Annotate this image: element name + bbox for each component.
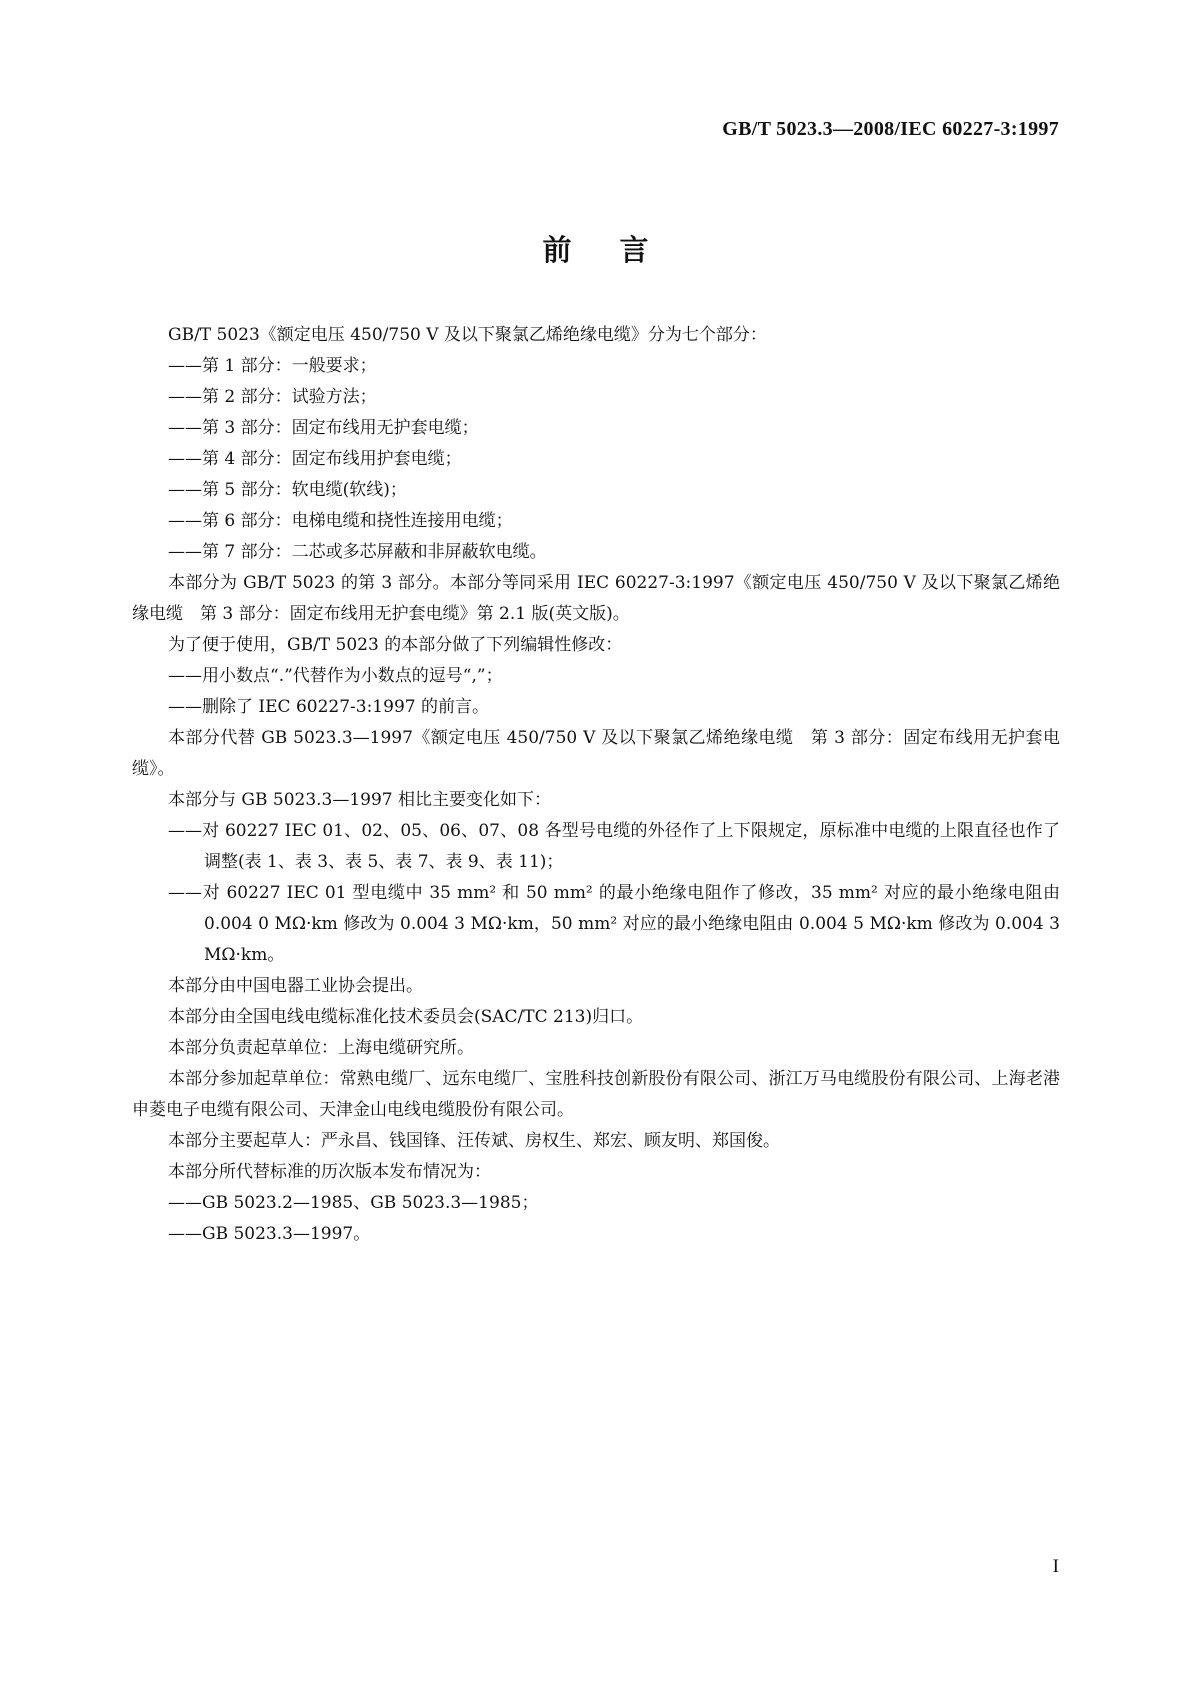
list-item: ——第 6 部分：电梯电缆和挠性连接用电缆； bbox=[168, 511, 513, 531]
page-title: 前言 bbox=[542, 233, 697, 267]
list-item: ——对 60227 IEC 01 型电缆中 35 mm² 和 50 mm² 的最小绝缘电阻作了修改，35 mm² 对应的最小绝缘电阻由 0.004 0 MΩ·km 修改为 0.004 3 MΩ·km，50 mm² 对应的最小绝缘电阻由 0.004 5 MΩ·km 修改为 0.004 3 MΩ·km。 bbox=[168, 883, 1060, 965]
list-item: ——GB 5023.3—1997。 bbox=[168, 1224, 371, 1244]
list-item: ——第 5 部分：软电缆(软线)； bbox=[168, 480, 407, 500]
list-item: ——第 1 部分：一般要求； bbox=[168, 356, 377, 376]
list-item: ——第 4 部分：固定布线用护套电缆； bbox=[168, 449, 462, 469]
paragraph: 本部分与 GB 5023.3—1997 相比主要变化如下： bbox=[168, 790, 552, 810]
paragraph: 本部分由全国电线电缆标准化技术委员会(SAC/TC 213)归口。 bbox=[168, 1007, 644, 1027]
paragraph: 本部分参加起草单位：常熟电缆厂、远东电缆厂、宝胜科技创新股份有限公司、浙江万马电缆股份有限公司、上海老港申菱电子电缆有限公司、天津金山电线电缆股份有限公司。 bbox=[132, 1069, 1060, 1120]
list-item: ——第 3 部分：固定布线用无护套电缆； bbox=[168, 418, 479, 438]
list-item: ——GB 5023.2—1985、GB 5023.3—1985； bbox=[168, 1193, 539, 1213]
paragraph: 为了便于使用，GB/T 5023 的本部分做了下列编辑性修改： bbox=[168, 635, 623, 655]
list-item: ——删除了 IEC 60227-3:1997 的前言。 bbox=[168, 697, 489, 717]
paragraph: 本部分负责起草单位：上海电缆研究所。 bbox=[168, 1038, 474, 1058]
list-item: ——第 2 部分：试验方法； bbox=[168, 387, 377, 407]
paragraph: 本部分所代替标准的历次版本发布情况为： bbox=[168, 1162, 491, 1182]
list-item: ——对 60227 IEC 01、02、05、06、07、08 各型号电缆的外径作了上下限规定，原标准中电缆的上限直径也作了调整(表 1、表 3、表 5、表 7、表 9、表 11)； bbox=[168, 821, 1060, 872]
list-item: ——第 7 部分：二芯或多芯屏蔽和非屏蔽软电缆。 bbox=[168, 542, 547, 562]
paragraph: GB/T 5023《额定电压 450/750 V 及以下聚氯乙烯绝缘电缆》分为七个部分： bbox=[168, 325, 767, 345]
paragraph: 本部分主要起草人：严永昌、钱国锋、汪传斌、房权生、郑宏、顾友明、郑国俊。 bbox=[168, 1131, 780, 1151]
list-item: ——用小数点“.”代替作为小数点的逗号“,”； bbox=[168, 666, 503, 686]
document-code: GB/T 5023.3—2008/IEC 60227-3:1997 bbox=[722, 118, 1059, 140]
paragraph: 本部分由中国电器工业协会提出。 bbox=[168, 976, 423, 996]
foreword-body bbox=[132, 320, 1060, 1250]
paragraph: 本部分为 GB/T 5023 的第 3 部分。本部分等同采用 IEC 60227-3:1997《额定电压 450/750 V 及以下聚氯乙烯绝缘电缆 第 3 部分：固定布线用无护套电缆》第 2.1 版(英文版)。 bbox=[132, 573, 1060, 624]
paragraph: 本部分代替 GB 5023.3—1997《额定电压 450/750 V 及以下聚氯乙烯绝缘电缆 第 3 部分：固定布线用无护套电缆》。 bbox=[132, 728, 1060, 779]
page-number: I bbox=[1052, 1556, 1059, 1577]
